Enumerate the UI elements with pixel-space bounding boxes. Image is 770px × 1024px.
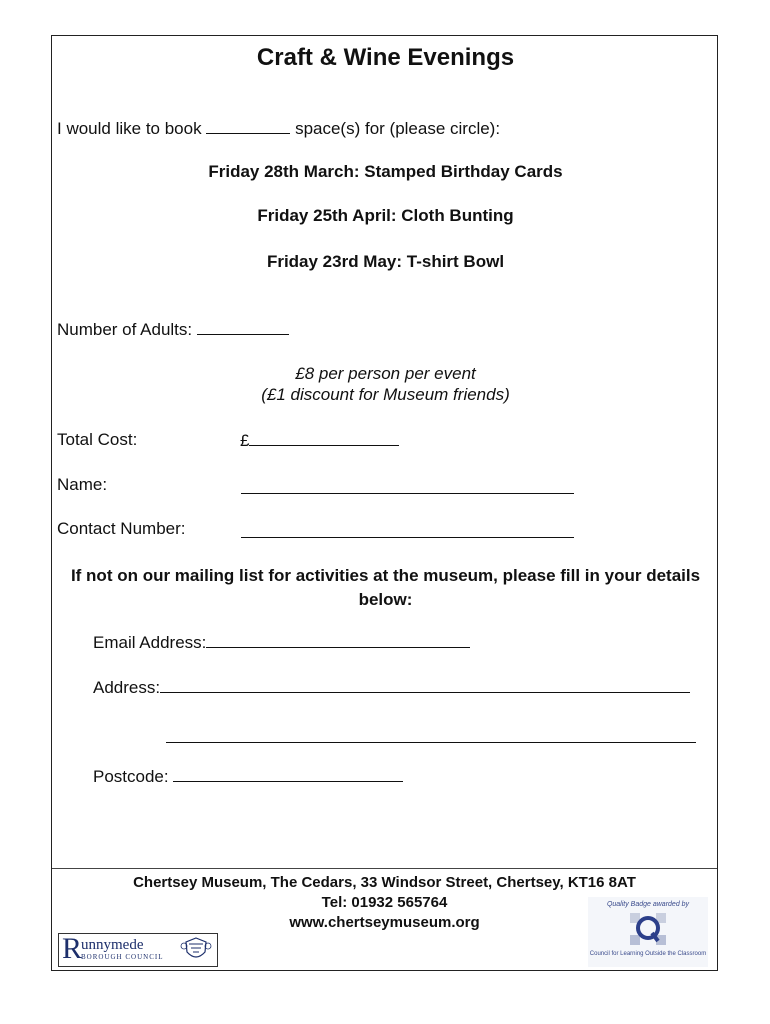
- email-blank[interactable]: [206, 632, 470, 648]
- price-line-1: £8 per person per event: [295, 364, 476, 383]
- adults-line: [57, 319, 289, 340]
- museum-address: Chertsey Museum, The Cedars, 33 Windsor Street, Chertsey, KT16 8AT: [133, 874, 636, 891]
- postcode-line: [93, 766, 403, 787]
- badge-bottom-text: Council for Learning Outside the Classroom: [589, 951, 707, 957]
- runnymede-logo: [58, 933, 218, 967]
- contact-field[interactable]: [241, 520, 574, 543]
- logo-letter: R: [62, 932, 83, 965]
- booking-form: [51, 35, 718, 971]
- postcode-label: Postcode:: [93, 767, 169, 786]
- adults-label: Number of Adults:: [57, 320, 193, 339]
- museum-web[interactable]: www.chertseymuseum.org: [289, 914, 480, 931]
- name-field[interactable]: [241, 476, 574, 499]
- address-line-2[interactable]: [166, 725, 696, 748]
- total-label: Total Cost:: [57, 430, 138, 449]
- museum-tel: Tel: 01932 565764: [321, 894, 448, 911]
- spaces-blank[interactable]: [206, 118, 290, 134]
- logo-word: unnymede: [81, 937, 144, 953]
- book-prefix: I would like to book: [57, 119, 202, 138]
- form-title: Craft & Wine Evenings: [256, 44, 515, 71]
- email-line: [93, 632, 470, 653]
- total-field: [240, 430, 399, 451]
- contact-blank[interactable]: [241, 520, 574, 538]
- event-option-1[interactable]: Friday 28th March: Stamped Birthday Cards: [208, 162, 563, 181]
- email-label: Email Address:: [93, 633, 207, 652]
- crest-icon: [179, 936, 213, 963]
- contact-label: Contact Number:: [57, 519, 186, 538]
- logo-subtitle: BOROUGH COUNCIL: [81, 953, 164, 961]
- footer: [52, 868, 717, 971]
- event-option-3[interactable]: Friday 23rd May: T-shirt Bowl: [266, 252, 505, 271]
- name-label: Name:: [57, 475, 108, 494]
- event-option-2[interactable]: Friday 25th April: Cloth Bunting: [257, 206, 514, 225]
- adults-blank[interactable]: [197, 319, 289, 335]
- quality-badge: [588, 897, 708, 967]
- currency-symbol: £: [240, 431, 250, 450]
- mailing-note: If not on our mailing list for activities at the museum, please fill in your details below:: [70, 566, 701, 609]
- address-blank-1[interactable]: [160, 677, 690, 693]
- price-line-2: (£1 discount for Museum friends): [261, 385, 510, 404]
- book-line: [57, 118, 500, 139]
- name-blank[interactable]: [241, 476, 574, 494]
- address-blank-2[interactable]: [166, 725, 696, 743]
- total-blank[interactable]: [249, 430, 399, 446]
- postcode-blank[interactable]: [173, 766, 403, 782]
- address-line: [93, 677, 690, 698]
- book-suffix: space(s) for (please circle):: [295, 119, 501, 138]
- q-badge-icon: [630, 911, 666, 947]
- badge-top-text: Quality Badge awarded by: [606, 901, 690, 908]
- address-label: Address:: [93, 678, 161, 697]
